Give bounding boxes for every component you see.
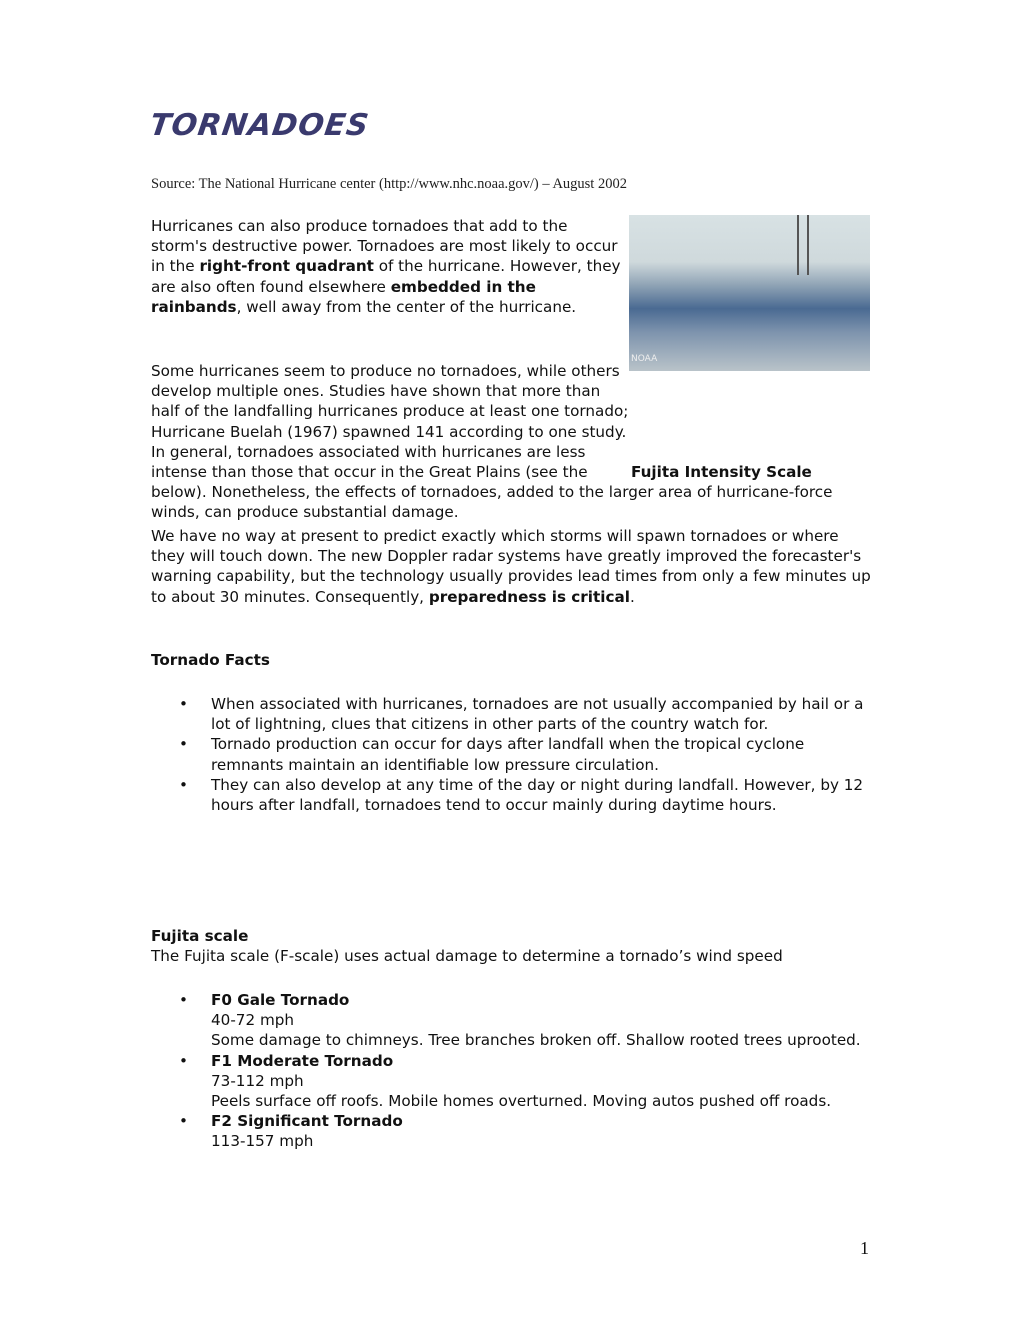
fujita-heading: Fujita scale [151, 927, 249, 945]
scale-name: • F0 Gale Tornado [211, 991, 350, 1009]
source-line: Source: The National Hurricane center (http://www.nhc.noaa.gov/) – August 2002 [151, 176, 627, 192]
text: . [629, 587, 635, 606]
paragraph-2 [151, 361, 871, 523]
list-item: • When associated with hurricanes, tornadoes are not usually accompanied by hail or a lot of lightning, clues that citizens in other parts of the country watch for. [151, 694, 871, 734]
list-item [151, 1111, 871, 1151]
list-item: • Tornado production can occur for days after landfall when the tropical cyclone remnants maintain an identifiable low pressure circulation. [151, 734, 871, 774]
scale-speed: 113-157 mph [211, 1132, 314, 1151]
scale-speed: 73-112 mph [211, 1071, 304, 1090]
text: , well away from the center of the hurricane. [236, 297, 577, 316]
fujita-intro: The Fujita scale (F-scale) uses actual damage to determine a tornado’s wind speed [151, 947, 783, 965]
list-item: • They can also develop at any time of the day or night during landfall. However, by 12 hours after landfall, tornadoes tend to occur mainly during daytime hours. [151, 775, 871, 815]
scale-desc: Peels surface off roofs. Mobile homes overturned. Moving autos pushed off roads. [211, 1092, 832, 1111]
text: We have no way at present to predict exactly which storms will spawn tornadoes or where they will touch down. The new Doppler radar systems have greatly improved the forecaster's warning capability, but the technology usually provides lead times from only a few minutes up to about 30 minutes. Consequently, [151, 527, 871, 606]
list-item [151, 1051, 871, 1112]
fujita-list [151, 990, 871, 1152]
facts-list [151, 694, 871, 815]
tornado-damage-photo [629, 215, 870, 371]
scale-desc: Some damage to chimneys. Tree branches broken off. Shallow rooted trees uprooted. [211, 1031, 861, 1050]
scale-name: • F1 Moderate Tornado [211, 1051, 394, 1070]
bold-text: right-front quadrant [199, 257, 374, 276]
list-item [151, 990, 871, 1051]
paragraph-3 [151, 526, 871, 607]
text: below). Nonetheless, the effects of tornadoes, added to the larger area of hurricane-force winds, can produce substantial damage. [151, 483, 833, 522]
photo-credit: NOAA [631, 353, 658, 364]
title-logo: TORNADOES [147, 108, 372, 143]
bold-text: Fujita Intensity Scale [631, 463, 812, 482]
bold-text: embedded in the rainbands [151, 277, 536, 316]
scale-speed: 40-72 mph [211, 1011, 295, 1030]
paragraph-1 [151, 216, 626, 317]
text: Hurricanes can also produce tornadoes that add to the storm's destructive power. Tornadoes are most likely to occur in the [151, 217, 618, 276]
page-number: 1 [860, 1238, 869, 1258]
text: Some hurricanes seem to produce no tornadoes, while others develop multiple ones. Studies have shown that more than half of the landfalling hurricanes produce at least one tornado; Hurricane Buelah (1967) spawned 141 according to one study. In general, tornadoes associated with hurricanes are less intense than those that occur in the Great Plains (see the [151, 362, 629, 482]
bold-text: preparedness is critical [428, 587, 630, 606]
facts-heading: Tornado Facts [151, 651, 270, 669]
text: of the hurricane. However, they are also often found elsewhere [151, 257, 621, 296]
tower [797, 215, 809, 275]
scale-name: • F2 Significant Tornado [211, 1112, 403, 1131]
